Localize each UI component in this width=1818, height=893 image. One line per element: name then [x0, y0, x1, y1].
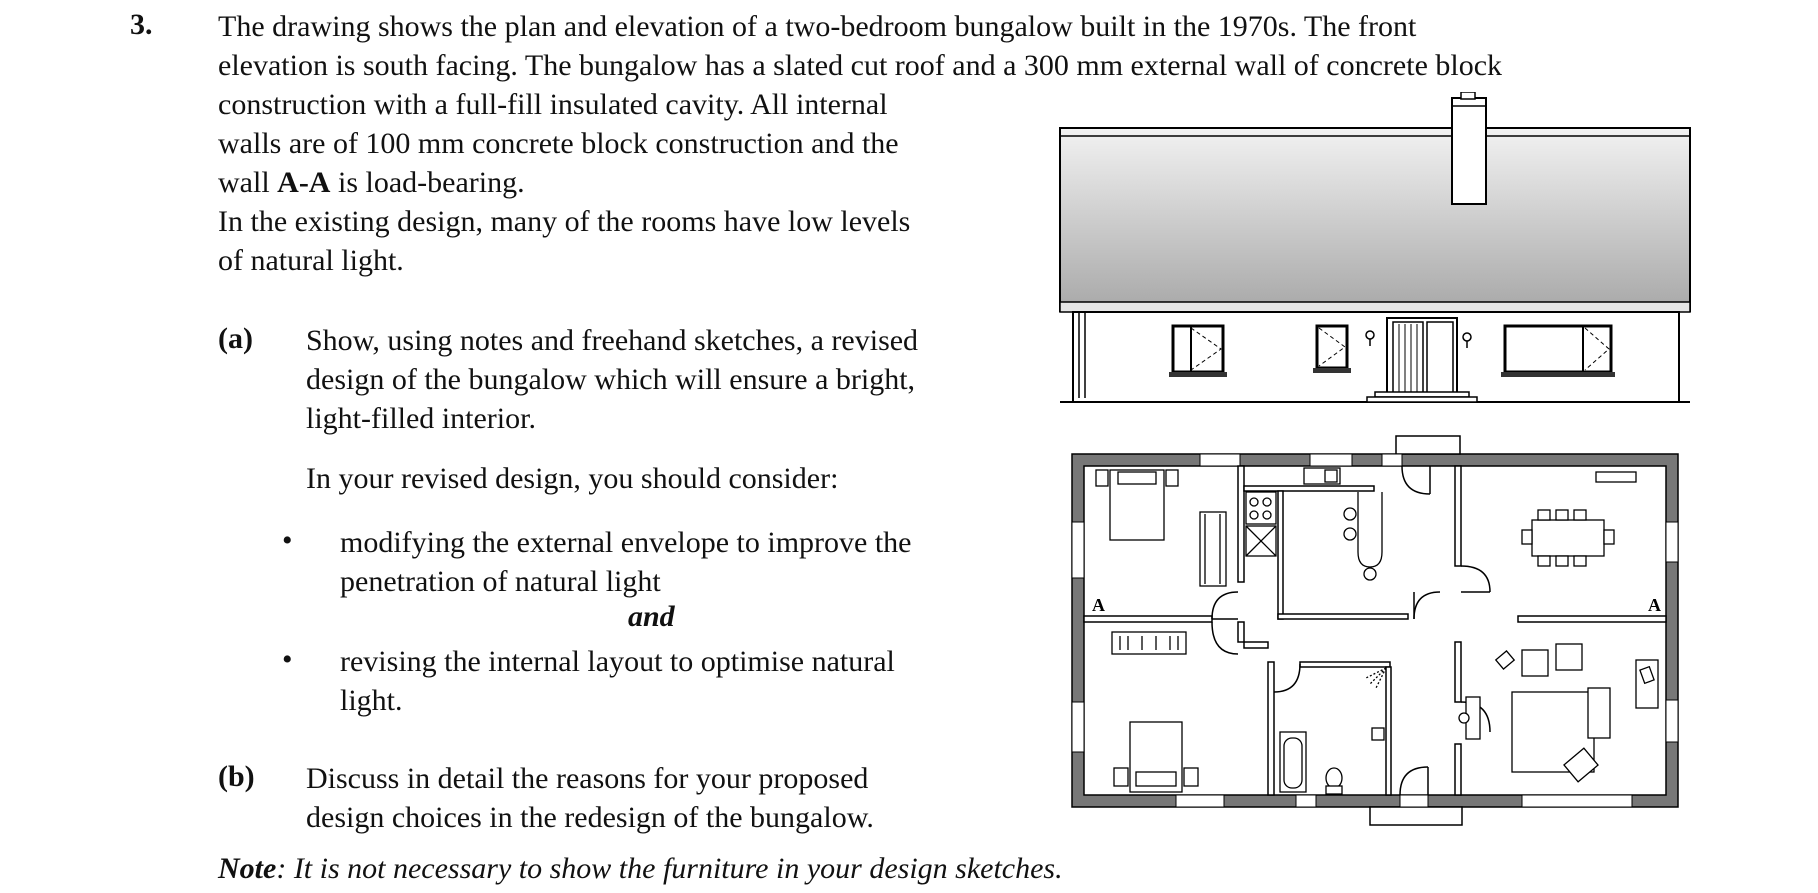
- wall-suffix: is load-bearing.: [330, 166, 525, 199]
- note-line: [218, 852, 1063, 886]
- bullet-1-marker: •: [282, 524, 293, 557]
- question-number: 3.: [130, 8, 153, 41]
- part-a-line-1: Show, using notes and freehand sketches, a revised: [306, 324, 919, 357]
- elevation-window-2: [1313, 326, 1351, 373]
- bullet-2-marker: •: [282, 643, 293, 676]
- front-elevation-drawing: [1055, 92, 1695, 412]
- wall-label: A-A: [277, 166, 331, 199]
- bullet-2-line-1: revising the internal layout to optimise natural: [340, 645, 895, 678]
- floor-plan-drawing: [1070, 432, 1690, 827]
- kitchen-fittings: [1246, 468, 1382, 580]
- part-b-line-1: Discuss in detail the reasons for your proposed: [306, 762, 869, 795]
- consider-line: In your revised design, you should consider:: [306, 462, 839, 495]
- wall-prefix: wall: [218, 166, 278, 199]
- intro-line-4: walls are of 100 mm concrete block construction and the: [218, 127, 899, 160]
- part-a-line-3: light-filled interior.: [306, 402, 536, 435]
- bedroom-1-furniture: [1096, 470, 1226, 586]
- part-a-label: (a): [218, 322, 253, 355]
- intro-line-1: The drawing shows the plan and elevation of a two-bedroom bungalow built in the 1970s. The front: [218, 10, 1417, 43]
- note-label: Note: [218, 852, 277, 885]
- chimney: [1452, 98, 1486, 204]
- part-b-line-2: design choices in the redesign of the bungalow.: [306, 801, 874, 834]
- bedroom-2-furniture: [1112, 632, 1198, 792]
- intro-line-2: elevation is south facing. The bungalow has a slated cut roof and a 300 mm external wall of concrete block: [218, 49, 1503, 82]
- wall-mark-right: A: [1648, 595, 1661, 615]
- existing-line-1: In the existing design, many of the rooms have low levels: [218, 205, 911, 238]
- existing-line-2: of natural light.: [218, 244, 404, 277]
- roof: [1060, 128, 1690, 311]
- bullet-1-line-2: penetration of natural light: [340, 565, 661, 598]
- note-text: : It is not necessary to show the furniture in your design sketches.: [276, 852, 1063, 885]
- living-furniture: [1459, 644, 1658, 782]
- dining-furniture: [1522, 472, 1636, 566]
- elevation-window-1: [1169, 326, 1227, 377]
- elevation-window-3: [1501, 326, 1615, 377]
- bullet-2-line-2: light.: [340, 684, 403, 717]
- wall-mark-left: A: [1092, 595, 1105, 615]
- intro-line-5: [218, 164, 525, 202]
- and-connector: and: [628, 600, 675, 633]
- intro-line-3: construction with a full-fill insulated cavity. All internal: [218, 88, 888, 121]
- bathroom-fittings: [1280, 668, 1386, 794]
- part-a-line-2: design of the bungalow which will ensure a bright,: [306, 363, 916, 396]
- bullet-1-line-1: modifying the external envelope to improve the: [340, 526, 912, 559]
- part-b-label: (b): [218, 760, 255, 793]
